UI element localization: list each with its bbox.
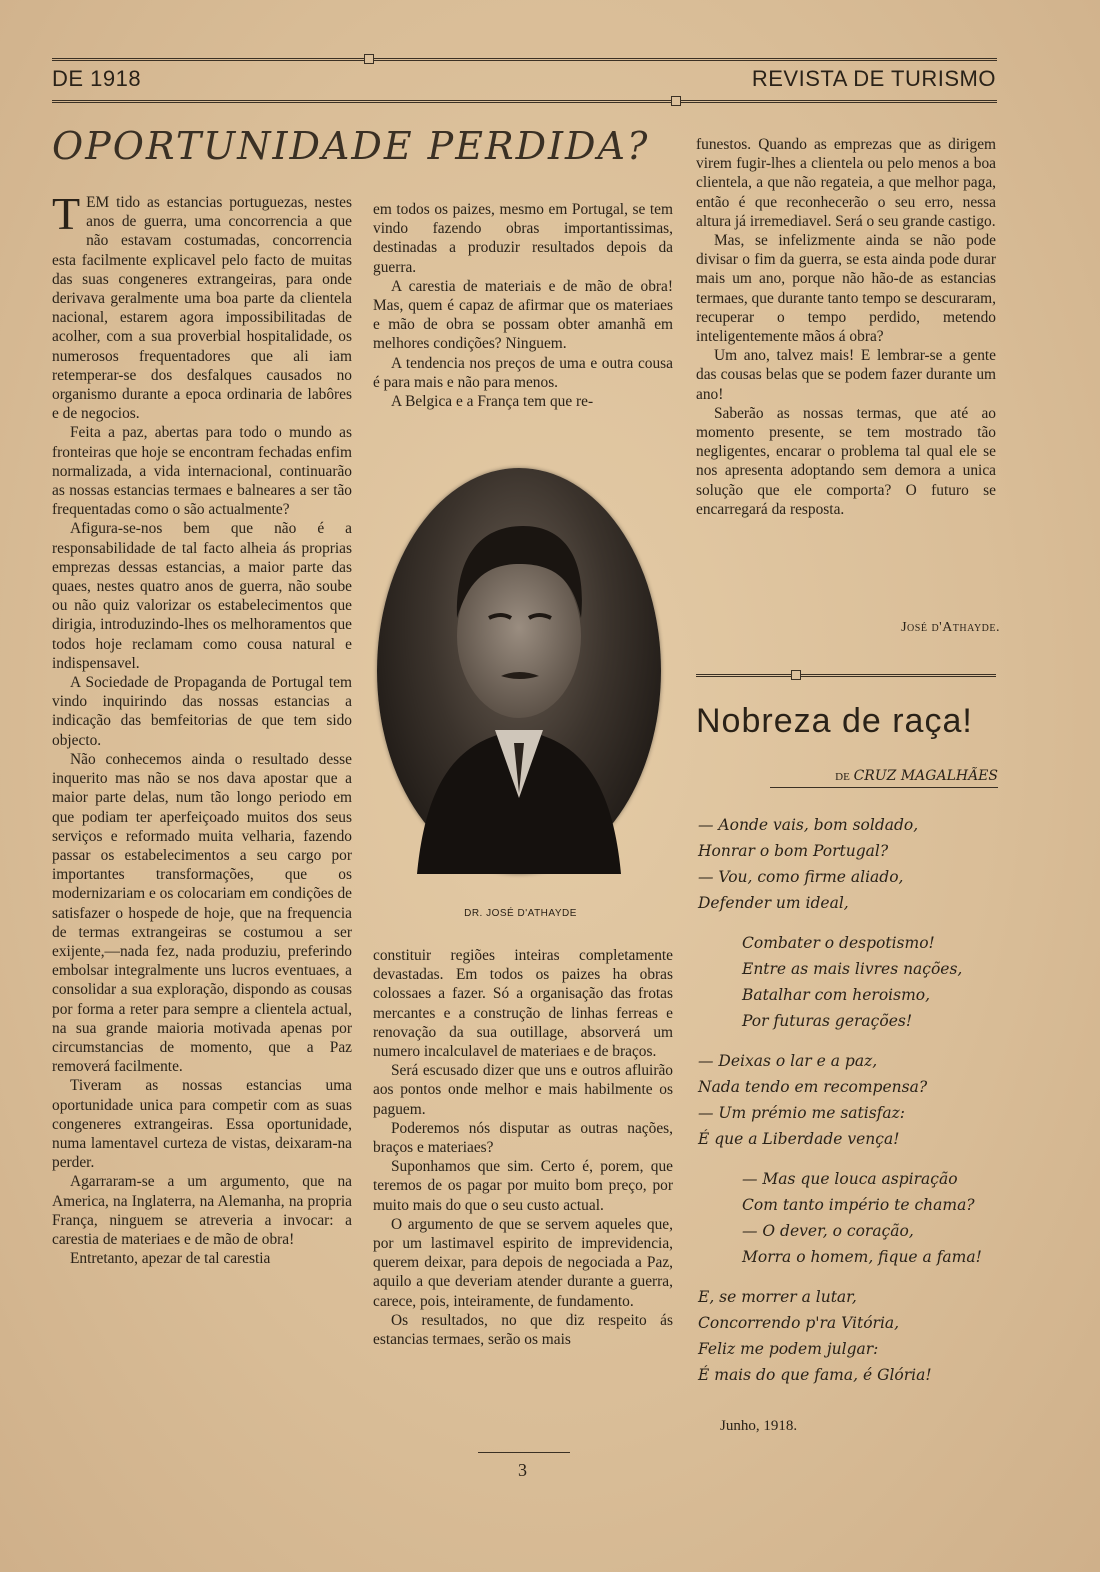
- portrait-oval: [377, 468, 661, 874]
- header-date: DE 1918: [52, 66, 142, 91]
- article-paragraph: A carestia de materiais e de mão de obra! Mas, quem é capaz de afirmar que os materiaes e mão de obra se possam obter amanhã em melhores condições? Ninguem.: [373, 277, 673, 353]
- poem-line: — Vou, como firme aliado,: [698, 868, 904, 886]
- article-paragraph: em todos os paizes, mesmo em Portugal, se tem vindo fazendo obras importantissimas, destinadas a produzir resultados depois da guerra.: [373, 201, 673, 276]
- poem-line: É mais do que fama, é Glória!: [698, 1366, 932, 1384]
- poem-line: — O dever, o coração,: [742, 1222, 914, 1240]
- article-paragraph: Agarraram-se a um argumento, que na America, na Inglaterra, na Alemanha, na propria França, ninguem se atreveria a invocar: a carestia de materiaes e de mão de obra!: [52, 1173, 352, 1248]
- poem-line: — Mas que louca aspiração: [742, 1170, 958, 1188]
- poem-line: E, se morrer a lutar,: [698, 1288, 857, 1306]
- article-paragraph: O argumento de que se servem aqueles que, por um lastimavel espirito de imprevidencia, querem deixar, para depois de negociada a Paz, aquilo a que deveriam atender durante a guerra, carece, pois, inteiramente, de fundamento.: [373, 1215, 673, 1310]
- poem-line: É que a Liberdade vença!: [698, 1130, 900, 1148]
- article-paragraph: A Sociedade de Propaganda de Portugal tem vindo inquirindo das nossas estancias a indicação das bemfeitorias de que tem sido objecto.: [52, 674, 352, 749]
- poem-line: — Deixas o lar e a paz,: [698, 1052, 878, 1070]
- article-paragraph: Entretanto, apezar de tal carestia: [70, 1250, 271, 1268]
- poem-title: Nobreza de raça!: [696, 702, 973, 740]
- first-words: EM: [86, 194, 110, 211]
- poem-line: Batalhar com heroismo,: [742, 986, 931, 1004]
- article-paragraph: Afigura-se-nos bem que não é a responsabilidade de tal facto alheia ás proprias emprezas dessas estancias, a maior parte das quaes, nestes quatro anos de guerra, não soube ou não quiz valorizar os estabelecimentos que dirigia, introduzindo-lhes os melhoramentos que todos hoje reclamam como cousa natural e indispensavel.: [52, 520, 352, 672]
- article-paragraph: A Belgica e a França tem que re-: [391, 393, 594, 411]
- header-bottom-rule: [52, 100, 997, 103]
- poem-line: Concorrendo p'ra Vitória,: [698, 1314, 900, 1332]
- poem-line: Morra o homem, fique a fama!: [742, 1248, 982, 1266]
- poem-body: [698, 812, 1008, 1402]
- drop-cap: T: [52, 188, 81, 239]
- header-magazine-name: REVISTA DE TURISMO: [751, 66, 996, 91]
- poem-stanza: [698, 812, 1008, 916]
- portrait-photo: [373, 440, 668, 928]
- portrait-figure-icon: [377, 468, 661, 874]
- poem-separator-rule: [696, 674, 996, 677]
- article-paragraph: Não conhecemos ainda o resultado desse inquerito mas não se nos dava apostar que a maior parte delas, num tão longo periodo em que podiam ter aperfeiçoado muitos dos seus serviços e reformado muita velharia, fazendo passar os estabelecimentos a seu cargo por importantes transformações, que os modernizariam e os colocariam em condições de satisfazer o hospede de hoje, que na frequencia de termas extrangeiras se costumou a ser exijente,—nada fez, nada produziu, preferindo embolsar integralmente uns lucros eventuaes, a consolidar a sua exploração, dispondo as cousas por forma a reter para sempre a clientela actual, na sua grande maioria motivada apenas por circumstancias de momento, que a Paz removerá facilmente.: [52, 750, 352, 1076]
- article-paragraph: Feita a paz, abertas para todo o mundo as fronteiras que hoje se encontram fechadas enfim normalizada, a vida internacional, continuarão as nossas estancias termaes e balneares a ser tão frequentadas como o são actualmente?: [52, 424, 352, 519]
- poem-separator-ornament: [791, 670, 801, 680]
- article-paragraph: [52, 188, 352, 423]
- header-ornament: [364, 54, 374, 64]
- article-paragraph: Será escusado dizer que uns e outros afluirão aos pontos onde melhor e mais habilmente os paguem.: [373, 1062, 673, 1118]
- poem-stanza: [698, 1166, 1008, 1270]
- poem-line: Defender um ideal,: [698, 894, 849, 912]
- header-top-rule: [52, 58, 997, 61]
- poem-line: Por futuras gerações!: [742, 1012, 913, 1030]
- byline-prefix: de: [835, 768, 850, 784]
- article-paragraph: Poderemos nós disputar as outras nações, braços e materiaes?: [373, 1119, 673, 1157]
- poem-line: Honrar o bom Portugal?: [698, 842, 889, 860]
- poem-line: Entre as mais livres nações,: [742, 960, 963, 978]
- poem-line: Combater o despotismo!: [742, 934, 935, 952]
- article-column-3: [696, 135, 996, 519]
- article-title: OPORTUNIDADE PERDIDA?: [52, 124, 650, 168]
- poem-date: Junho, 1918.: [720, 1418, 798, 1434]
- poem-line: — Aonde vais, bom soldado,: [698, 816, 919, 834]
- poem-stanza: [698, 1284, 1008, 1388]
- article-signature: José d'Athayde.: [901, 620, 1000, 635]
- poem-line: — Um prémio me satisfaz:: [698, 1104, 906, 1122]
- article-paragraph: Suponhamos que sim. Certo é, porem, que teremos de os pagar por muito bom preço, por muito mais do que o seu custo actual.: [373, 1158, 673, 1214]
- poem-line: Nada tendo em recompensa?: [698, 1078, 928, 1096]
- poem-line: Feliz me podem julgar:: [698, 1340, 879, 1358]
- poem-byline: [770, 768, 998, 788]
- article-text: tido as estancias portuguezas, nestes anos de guerra, uma concorrencia a que não estavam costumadas, concorrencia esta facilmente explicavel pelo facto de muitas das suas congeneres extrangeiras, para onde derivava geralmente uma boa parte da clientela nacional, estarem agora impossibilitadas de acolher, com a sua proverbial hospitalidade, os numerosos frequentadores que ali iam retemperar-se dos desfalques causados no organismo durante a epoca ordinaria de labôres e de negocios.: [52, 194, 352, 423]
- poem-stanza: [698, 930, 1008, 1034]
- poem-line: Com tanto império te chama?: [742, 1196, 975, 1214]
- article-paragraph: constituir regiões inteiras completamente devastadas. Em todos os paizes ha obras colossaes a fazer. Só a organisação das frotas mercantes e a construção de linhas ferreas e renovação da sua outillage, absorverá um numero incalculavel de materiaes e de braços.: [373, 947, 673, 1061]
- article-paragraph: Um ano, talvez mais! E lembrar-se a gente das cousas belas que se podem fazer durante um ano!: [696, 347, 996, 403]
- article-column-2-bottom: [373, 946, 673, 1349]
- article-paragraph: Os resultados, no que diz respeito ás estancias termaes, serão os mais: [373, 1311, 673, 1349]
- photo-caption: DR. JOSÉ D'ATHAYDE: [464, 908, 577, 919]
- article-paragraph: Tiveram as nossas estancias uma oportunidade unica para competir com as suas congeneres extrangeiras. Essa oportunidade, numa lamentavel curteza de vistas, deixaram-na perder.: [52, 1077, 352, 1172]
- article-column-2-top: [373, 200, 673, 411]
- poem-stanza: [698, 1048, 1008, 1152]
- poem-author: CRUZ MAGALHÃES: [853, 768, 998, 784]
- article-paragraph: Mas, se infelizmente ainda se não pode divisar o fim da guerra, se esta ainda pode durar mais um ano, porque não hão-de as estancias termaes, que durante tanto tempo se descuraram, recuperar o tempo perdido, metendo inteligentemente mãos á obra?: [696, 232, 996, 346]
- article-paragraph: Saberão as nossas termas, que até ao momento presente, se tem mostrado tão negligentes, encarar o problema tal qual ele se nos apresenta adoptando sem demora a unica solução que ele comporta? O futuro se encarregará da resposta.: [696, 404, 996, 518]
- article-paragraph: funestos. Quando as emprezas que as dirigem virem fugir-lhes a clientela ou pelo menos a boa clientela, a que não regateia, a que melhor paga, então é que reconhecerão o seu erro, nessa altura já irremediavel. Será o seu grande castigo.: [696, 136, 996, 230]
- article-paragraph: A tendencia nos preços de uma e outra cousa é para mais e não para menos.: [373, 354, 673, 391]
- page-number: 3: [518, 1460, 527, 1480]
- header-ornament-2: [671, 96, 681, 106]
- page-number-rule: [478, 1452, 570, 1453]
- article-column-1: [52, 188, 352, 1268]
